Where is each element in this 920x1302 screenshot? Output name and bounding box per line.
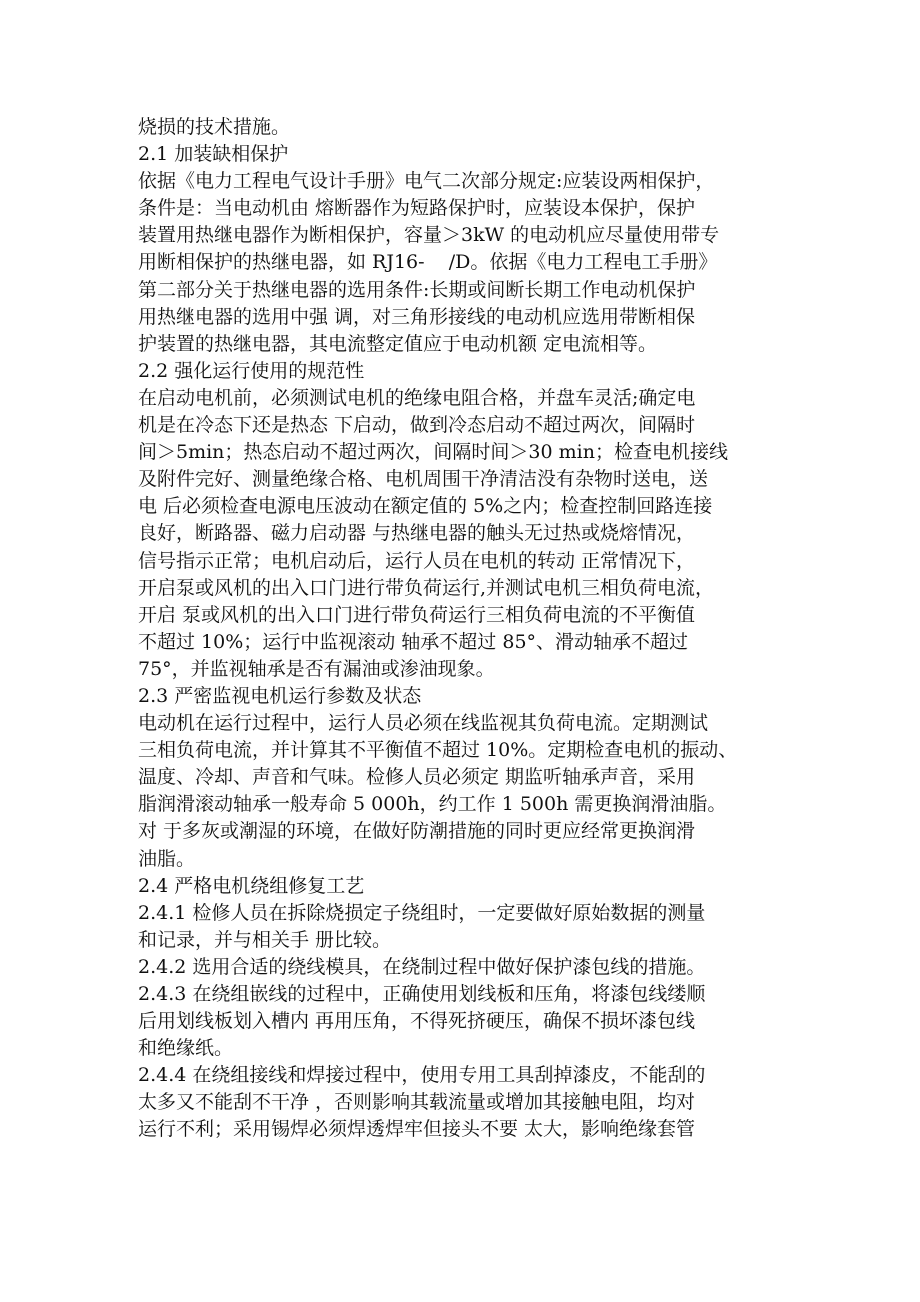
text-line: 机是在冷态下还是热态 下启动，做到冷态启动不超过两次，间隔时 [138,414,696,437]
text-line: 开启泵或风机的出入口门进行带负荷运行,并测试电机三相负荷电流， [138,576,715,599]
text-line: 第二部分关于热继电器的选用条件:长期或间断长期工作电动机保护 [138,278,696,301]
text-line: 后用划线板划入槽内 再用压角，不得死挤硬压，确保不损坏漆包线 [138,1010,696,1033]
section-heading: 2.2 强化运行使用的规范性 [138,359,365,382]
text-line: 用热继电器的选用中强 调，对三角形接线的电动机应选用带断相保 [138,305,696,328]
document-body [138,114,788,1144]
text-line: 油脂。 [138,847,196,870]
text-line: 2.4.2 选用合适的绕线模具，在绕制过程中做好保护漆包线的措施。 [138,955,706,978]
text-line: 良好，断路器、磁力启动器 与热继电器的触头无过热或烧熔情况， [138,522,696,545]
text-line: 用断相保护的热继电器，如 RJ16- /D。依据《电力工程电工手册》 [138,251,718,274]
section-heading: 2.1 加装缺相保护 [138,143,289,166]
text-line: 在启动电机前，必须测试电机的绝缘电阻合格，并盘车灵活;确定电 [138,386,696,409]
text-line: 开启 泵或风机的出入口门进行带负荷运行三相负荷电流的不平衡值 [138,603,696,626]
text-line: 装置用热继电器作为断相保护，容量＞3kW 的电动机应尽量使用带专 [138,224,720,247]
section-heading: 2.4 严格电机绕组修复工艺 [138,874,365,897]
section-heading: 2.3 严密监视电机运行参数及状态 [138,684,422,707]
text-line: 三相负荷电流，并计算其不平衡值不超过 10%。定期检查电机的振动、 [138,739,738,762]
text-line: 及附件完好、测量绝缘合格、电机周围干净清洁没有杂物时送电，送 [138,468,709,491]
text-line: 太多又不能刮不干净 ，否则影响其载流量或增加其接触电阻，均对 [138,1091,696,1114]
text-line: 75°，并监视轴承是否有漏油或渗油现象。 [138,657,495,680]
text-line: 和绝缘纸。 [138,1037,234,1060]
text-line: 对 于多灰或潮湿的环境，在做好防潮措施的同时更应经常更换润滑 [138,820,696,843]
text-line: 2.4.1 检修人员在拆除烧损定子绕组时，一定要做好原始数据的测量 [138,901,706,924]
text-line: 不超过 10%；运行中监视滚动 轴承不超过 85°、滑动轴承不超过 [138,630,689,653]
text-line: 电动机在运行过程中，运行人员必须在线监视其负荷电流。定期测试 [138,712,709,735]
text-line: 2.4.4 在绕组接线和焊接过程中，使用专用工具刮掉漆皮，不能刮的 [138,1064,706,1087]
text-line: 运行不利；采用锡焊必须焊透焊牢但接头不要 太大，影响绝缘套管 [138,1118,696,1141]
text-line: 脂润滑滚动轴承一般寿命 5 000h，约工作 1 500h 需更换润滑油脂。 [138,793,727,816]
text-line: 条件是：当电动机由 熔断器作为短路保护时，应装设本保护，保护 [138,197,696,220]
text-line: 间＞5min；热态启动不超过两次，间隔时间＞30 min；检查电机接线 [138,441,728,464]
text-line: 护装置的热继电器，其电流整定值应于电动机额 定电流相等。 [138,332,658,355]
text-line: 依据《电力工程电气设计手册》电气二次部分规定:应装设两相保护， [138,170,715,193]
text-line: 电 后必须检查电源电压波动在额定值的 5%之内；检查控制回路连接 [138,495,713,518]
text-line: 烧损的技术措施。 [138,116,291,138]
text-line: 信号指示正常；电机启动后，运行人员在电机的转动 正常情况下， [138,549,696,572]
text-line: 和记录，并与相关手 册比较。 [138,928,392,951]
text-line: 温度、冷却、声音和气味。检修人员必须定 期监听轴承声音，采用 [138,766,696,789]
text-line: 2.4.3 在绕组嵌线的过程中，正确使用划线板和压角，将漆包线缕顺 [138,983,706,1005]
